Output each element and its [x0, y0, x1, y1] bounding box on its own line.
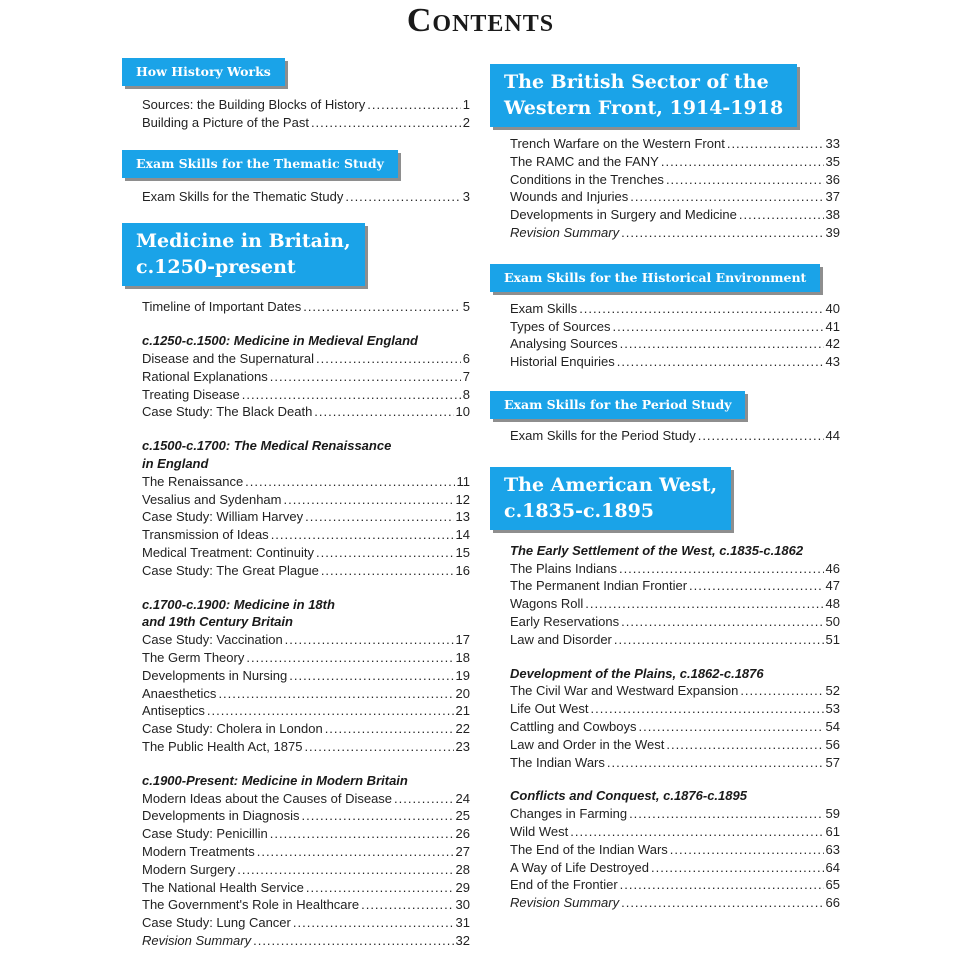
subsection-line: Conflicts and Conquest, c.1876-c.1895 — [510, 788, 747, 804]
dot-leader — [361, 896, 453, 914]
entry-page: 21 — [455, 703, 470, 719]
toc-entry[interactable] — [510, 718, 840, 736]
entry-title: The Renaissance — [142, 473, 244, 489]
toc-entry-revision[interactable] — [142, 932, 470, 950]
dot-leader — [651, 859, 824, 877]
entry-title: Wagons Roll — [510, 596, 584, 612]
toc-entry[interactable] — [142, 473, 470, 491]
toc-entry[interactable] — [510, 736, 840, 754]
entry-page: 52 — [825, 683, 840, 699]
subsection-heading — [510, 542, 840, 560]
dot-leader — [607, 754, 824, 772]
entry-page: 48 — [825, 596, 840, 612]
entry-title: Sources: the Building Blocks of History — [142, 97, 366, 112]
entry-title: Exam Skills — [510, 300, 578, 316]
subsection-renaissance — [142, 473, 470, 580]
dot-leader — [394, 790, 453, 808]
entry-title: A Way of Life Destroyed — [510, 859, 649, 875]
toc-entry[interactable] — [142, 386, 470, 404]
dot-leader — [666, 171, 824, 189]
toc-entry[interactable] — [142, 96, 470, 114]
dot-leader — [289, 667, 453, 685]
subsection-early — [510, 560, 840, 649]
entry-title: The Indian Wars — [510, 754, 605, 770]
entry-title: Modern Surgery — [142, 861, 236, 877]
subsection-c18-19 — [142, 631, 470, 756]
section-banner-medicine — [122, 223, 365, 286]
entry-title: Life Out West — [510, 701, 589, 717]
entry-page: 13 — [455, 509, 470, 525]
left-column — [122, 58, 470, 950]
toc-entry[interactable] — [142, 544, 470, 562]
dot-leader — [621, 894, 823, 912]
dot-leader — [638, 718, 823, 736]
page-title: Contents — [406, 2, 555, 39]
dot-leader — [617, 353, 824, 371]
entry-page: 64 — [825, 859, 840, 875]
section-how-history — [142, 96, 470, 132]
toc-entry[interactable] — [142, 403, 470, 421]
entry-page: 56 — [825, 736, 840, 752]
entry-page: 33 — [825, 136, 840, 151]
entry-page: 17 — [455, 632, 470, 648]
entry-title: Revision Summary — [510, 895, 620, 911]
section-exam-thematic — [142, 188, 470, 206]
subsection-heading — [142, 772, 470, 790]
entry-page: 53 — [825, 701, 840, 717]
dot-leader — [620, 335, 824, 353]
entry-title: The RAMC and the FANY — [510, 153, 659, 169]
toc-entry[interactable] — [142, 738, 470, 756]
banner-line: c.1250-present — [136, 256, 296, 279]
entry-title: Building a Picture of the Past — [142, 114, 309, 130]
section-western-front — [510, 135, 840, 242]
entry-title: Transmission of Ideas — [142, 527, 269, 543]
toc-entry[interactable] — [510, 859, 840, 877]
entry-title: Treating Disease — [142, 386, 240, 402]
entry-page: 15 — [455, 544, 470, 560]
dot-leader — [621, 224, 823, 242]
dot-leader — [314, 403, 453, 421]
subsection-line: Development of the Plains, c.1862-c.1876 — [510, 665, 764, 681]
dot-leader — [242, 386, 461, 404]
section-banner-exam-period: Exam Skills for the Period Study — [490, 391, 745, 419]
dot-leader — [345, 188, 460, 206]
entry-title: End of the Frontier — [510, 877, 618, 893]
toc-entry[interactable] — [510, 631, 840, 649]
entry-page: 50 — [825, 613, 840, 629]
dot-leader — [630, 188, 823, 206]
entry-page: 59 — [825, 806, 840, 822]
dot-leader — [303, 298, 461, 316]
subsection-line: in England — [142, 455, 209, 471]
toc-entry[interactable] — [510, 823, 840, 841]
section-exam-period — [510, 427, 840, 445]
entry-title: Early Reservations — [510, 613, 620, 629]
toc-entry[interactable] — [142, 188, 470, 206]
dot-leader — [619, 560, 824, 578]
dot-leader — [727, 135, 824, 153]
toc-entry-revision[interactable] — [510, 224, 840, 242]
dot-leader — [321, 562, 454, 580]
toc-entry[interactable] — [142, 350, 470, 368]
dot-leader — [283, 491, 453, 509]
entry-title: Case Study: William Harvey — [142, 509, 304, 525]
entry-page: 47 — [825, 578, 840, 594]
dot-leader — [285, 631, 454, 649]
entry-page: 10 — [455, 404, 470, 420]
banner-line: The British Sector of the — [504, 71, 769, 93]
dot-leader — [257, 843, 454, 861]
toc-entry[interactable] — [142, 896, 470, 914]
entry-title: Vesalius and Sydenham — [142, 491, 282, 507]
toc-entry[interactable] — [142, 843, 470, 861]
section-banner-exam-thematic: Exam Skills for the Thematic Study — [122, 150, 398, 178]
section-banner-how-history: How History Works — [122, 58, 285, 86]
toc-entry[interactable] — [142, 114, 470, 132]
dot-leader — [629, 805, 823, 823]
entry-page: 5 — [462, 299, 470, 315]
subsection-heading — [142, 437, 470, 473]
toc-entry[interactable] — [142, 879, 470, 897]
entry-title: Rational Explanations — [142, 368, 268, 384]
entry-title: Modern Treatments — [142, 843, 255, 859]
entry-title: Exam Skills for the Thematic Study — [142, 188, 344, 204]
subsection-heading — [142, 332, 470, 350]
entry-page: 57 — [825, 754, 840, 770]
subsection-heading — [510, 787, 840, 805]
toc-entry[interactable] — [142, 368, 470, 386]
entry-page: 16 — [455, 562, 470, 578]
entry-title: Case Study: The Great Plague — [142, 562, 319, 578]
dot-leader — [661, 153, 824, 171]
entry-page: 6 — [462, 350, 470, 366]
toc-entry[interactable] — [142, 685, 470, 703]
section-exam-historical — [510, 300, 840, 371]
entry-page: 7 — [462, 368, 470, 384]
entry-page: 37 — [825, 189, 840, 205]
toc-entry[interactable] — [142, 562, 470, 580]
entry-page: 3 — [462, 188, 470, 204]
toc-entry[interactable] — [510, 841, 840, 859]
subsection-line: c.1700-c.1900: Medicine in 18th — [142, 596, 335, 612]
dot-leader — [614, 631, 824, 649]
dot-leader — [245, 473, 454, 491]
dot-leader — [579, 300, 823, 318]
dot-leader — [570, 823, 823, 841]
subsection-line: c.1900-Present: Medicine in Modern Britain — [142, 772, 408, 788]
dot-leader — [253, 932, 453, 950]
entry-page: 14 — [455, 527, 470, 543]
toc-entry[interactable] — [142, 861, 470, 879]
entry-page: 1 — [462, 97, 470, 112]
toc-entry[interactable] — [142, 667, 470, 685]
toc-entry[interactable] — [510, 153, 840, 171]
entry-title: Case Study: Penicillin — [142, 826, 268, 842]
entry-page: 38 — [825, 207, 840, 223]
dot-leader — [670, 841, 824, 859]
toc-entry[interactable] — [510, 700, 840, 718]
toc-entry[interactable] — [142, 790, 470, 808]
entry-title: Developments in Diagnosis — [142, 808, 300, 824]
dot-leader — [270, 368, 461, 386]
toc-entry[interactable] — [142, 526, 470, 544]
entry-page: 20 — [455, 685, 470, 701]
entry-page: 65 — [825, 877, 840, 893]
entry-title: The Germ Theory — [142, 649, 245, 665]
entry-title: The Civil War and Westward Expansion — [510, 683, 739, 699]
entry-page: 12 — [455, 491, 470, 507]
entry-page: 63 — [825, 841, 840, 857]
entry-page: 2 — [462, 114, 470, 130]
entry-title: The End of the Indian Wars — [510, 841, 668, 857]
entry-page: 66 — [825, 895, 840, 911]
dot-leader — [367, 96, 460, 114]
entry-title: Historial Enquiries — [510, 354, 615, 370]
entry-title: Types of Sources — [510, 318, 611, 334]
section-banner-exam-historical: Exam Skills for the Historical Environment — [490, 264, 820, 292]
subsection-medieval — [142, 350, 470, 421]
dot-leader — [302, 807, 454, 825]
section-banner-american-west — [490, 467, 731, 530]
toc-entry[interactable] — [142, 702, 470, 720]
subsection-conflicts — [510, 805, 840, 894]
subsection-line: c.1500-c.1700: The Medical Renaissance — [142, 438, 392, 454]
dot-leader — [612, 318, 823, 336]
right-column — [490, 64, 840, 912]
entry-page: 31 — [455, 915, 470, 931]
toc-entry[interactable] — [142, 720, 470, 738]
entry-title: Timeline of Important Dates — [142, 299, 302, 315]
toc-entry[interactable] — [510, 335, 840, 353]
subsection-line: and 19th Century Britain — [142, 614, 293, 630]
toc-entry[interactable] — [510, 427, 840, 445]
entry-title: Case Study: Cholera in London — [142, 721, 323, 737]
entry-page: 36 — [825, 171, 840, 187]
entry-page: 46 — [825, 560, 840, 576]
toc-entry[interactable] — [510, 188, 840, 206]
toc-entry[interactable] — [510, 135, 840, 153]
entry-page: 22 — [455, 721, 470, 737]
entry-page: 32 — [455, 932, 470, 948]
dot-leader — [306, 879, 454, 897]
dot-leader — [316, 544, 454, 562]
entry-page: 18 — [455, 649, 470, 665]
section-american-west — [510, 542, 840, 912]
entry-title: Developments in Surgery and Medicine — [510, 207, 737, 223]
dot-leader — [246, 649, 453, 667]
entry-title: Antiseptics — [142, 703, 205, 719]
toc-entry[interactable] — [510, 805, 840, 823]
entry-title: Analysing Sources — [510, 336, 618, 352]
entry-title: Case Study: Lung Cancer — [142, 915, 291, 931]
entry-page: 23 — [455, 738, 470, 754]
toc-entry[interactable] — [142, 649, 470, 667]
entry-page: 54 — [825, 718, 840, 734]
entries-western-front — [510, 135, 840, 224]
dot-leader — [237, 861, 453, 879]
subsection-heading — [510, 665, 840, 683]
dot-leader — [270, 825, 454, 843]
banner-line: Western Front, 1914-1918 — [504, 97, 784, 119]
dot-leader — [316, 350, 461, 368]
dot-leader — [325, 720, 454, 738]
entry-page: 43 — [825, 354, 840, 370]
entry-page: 24 — [455, 790, 470, 806]
entry-page: 19 — [455, 667, 470, 683]
toc-entry[interactable] — [142, 631, 470, 649]
entry-title: Law and Disorder — [510, 631, 612, 647]
entry-title: Revision Summary — [510, 224, 620, 240]
toc-entry-revision[interactable] — [510, 894, 840, 912]
entry-title: Law and Order in the West — [510, 736, 665, 752]
dot-leader — [304, 738, 453, 756]
entry-title: Cattling and Cowboys — [510, 718, 637, 734]
dot-leader — [585, 595, 823, 613]
entry-title: Case Study: Vaccination — [142, 632, 283, 648]
toc-entry[interactable] — [510, 318, 840, 336]
entry-title: Wild West — [510, 823, 569, 839]
entry-page: 51 — [825, 631, 840, 647]
banner-line: c.1835-c.1895 — [504, 499, 655, 522]
toc-entry[interactable] — [510, 206, 840, 224]
dot-leader — [620, 876, 824, 894]
dot-leader — [621, 613, 823, 631]
toc-entry[interactable] — [510, 595, 840, 613]
dot-leader — [739, 206, 824, 224]
dot-leader — [207, 702, 454, 720]
dot-leader — [218, 685, 453, 703]
entry-page: 11 — [456, 473, 470, 489]
entry-title: Wounds and Injuries — [510, 189, 629, 205]
entry-page: 44 — [825, 427, 840, 443]
toc-entry[interactable] — [142, 508, 470, 526]
toc-entry[interactable] — [142, 914, 470, 932]
toc-entry[interactable] — [142, 807, 470, 825]
toc-entry[interactable] — [510, 560, 840, 578]
subsection-line: The Early Settlement of the West, c.1835-c.1862 — [510, 542, 804, 558]
dot-leader — [666, 736, 823, 754]
entry-page: 61 — [825, 823, 840, 839]
section-medicine — [142, 298, 470, 949]
entry-title: Conditions in the Trenches — [510, 171, 664, 187]
toc-entry[interactable] — [510, 682, 840, 700]
entry-page: 26 — [455, 826, 470, 842]
entry-title: Changes in Farming — [510, 806, 628, 822]
entry-title: Modern Ideas about the Causes of Disease — [142, 790, 393, 806]
entry-title: Revision Summary — [142, 932, 252, 948]
entry-page: 41 — [825, 318, 840, 334]
toc-entry[interactable] — [510, 577, 840, 595]
dot-leader — [689, 577, 823, 595]
subsection-modern — [142, 790, 470, 932]
subsection-heading — [142, 596, 470, 632]
toc-entry[interactable] — [142, 825, 470, 843]
dot-leader — [698, 427, 824, 445]
entry-page: 42 — [825, 336, 840, 352]
entry-title: Exam Skills for the Period Study — [510, 427, 696, 443]
entry-page: 27 — [455, 843, 470, 859]
entry-page: 39 — [825, 224, 840, 240]
entry-title: Medical Treatment: Continuity — [142, 544, 314, 560]
dot-leader — [740, 682, 823, 700]
section-banner-western-front — [490, 64, 797, 127]
entry-page: 25 — [455, 808, 470, 824]
banner-line: Medicine in Britain, — [136, 230, 351, 253]
entry-title: Trench Warfare on the Western Front — [510, 136, 725, 151]
entry-page: 35 — [825, 153, 840, 169]
toc-entry[interactable] — [510, 300, 840, 318]
dot-leader — [293, 914, 454, 932]
entry-title: The Government's Role in Healthcare — [142, 897, 360, 913]
toc-entry[interactable] — [510, 754, 840, 772]
entry-title: The National Health Service — [142, 879, 304, 895]
entry-title: Case Study: The Black Death — [142, 404, 313, 420]
toc-entry[interactable] — [510, 353, 840, 371]
subsection-plains — [510, 682, 840, 771]
dot-leader — [591, 700, 824, 718]
entry-title: The Public Health Act, 1875 — [142, 738, 303, 754]
entry-page: 29 — [455, 879, 470, 895]
toc-entry[interactable] — [510, 876, 840, 894]
entry-title: Anaesthetics — [142, 685, 217, 701]
toc-entry[interactable] — [142, 298, 470, 316]
toc-entry[interactable] — [142, 491, 470, 509]
dot-leader — [305, 508, 453, 526]
entry-title: Disease and the Supernatural — [142, 350, 315, 366]
toc-entry[interactable] — [510, 171, 840, 189]
toc-entry[interactable] — [510, 613, 840, 631]
entry-page: 8 — [462, 386, 470, 402]
entry-title: The Permanent Indian Frontier — [510, 578, 688, 594]
entry-page: 30 — [455, 897, 470, 913]
entry-page: 40 — [825, 300, 840, 316]
entry-title: The Plains Indians — [510, 560, 617, 576]
subsection-line: c.1250-c.1500: Medicine in Medieval England — [142, 333, 418, 349]
dot-leader — [271, 526, 454, 544]
entry-title: Developments in Nursing — [142, 667, 288, 683]
banner-line: The American West, — [504, 473, 718, 496]
entry-page: 28 — [455, 861, 470, 877]
dot-leader — [311, 114, 461, 132]
